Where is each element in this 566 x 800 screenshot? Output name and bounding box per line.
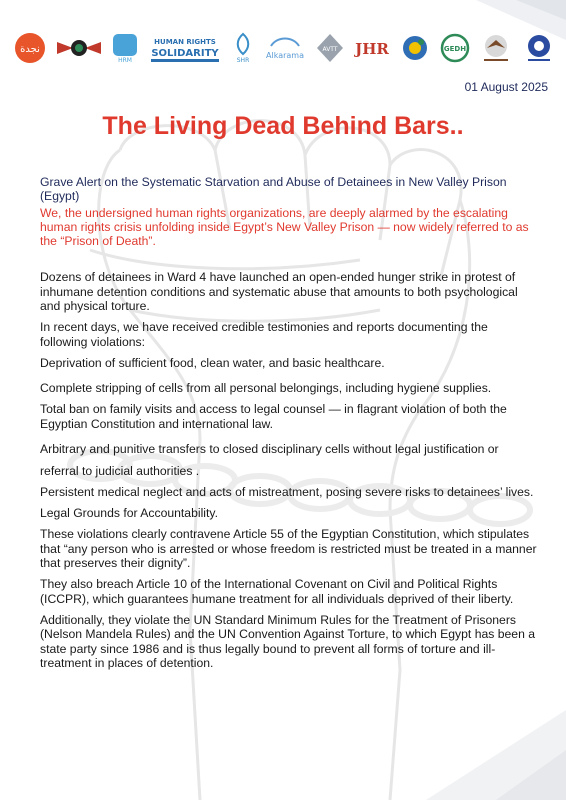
svg-text:GEDH: GEDH [444,45,467,53]
violation-transfers: Arbitrary and punitive transfers to closed disciplinary cells without legal justification or referral to judicial authorities . [40,441,499,478]
human-rights-solidarity-logo [147,32,223,64]
paragraph-testimonies: In recent days, we have received credible testimonies and reports documenting the following violations: [40,320,488,349]
alkarama-logo [263,32,307,64]
subtitle: Grave Alert on the Systematic Starvation and Abuse of Detainees in New Valley Prison (Egypt) [40,175,507,204]
paragraph-un-rules: Additionally, they violate the UN Standard Minimum Rules for the Treatment of Prisoners (Nelson Mandela Rules) and the UN Convention Against Torture, to which Egypt has been a state party since 1986 and is thus legally bound to prevent all forms of torture and ill-treatment in places of detention. [40,612,536,670]
violation-medical-neglect: Persistent medical neglect and acts of mistreatment, posing severe risks to detainees’ lives. [40,484,534,499]
legal-grounds-heading: Legal Grounds for Accountability. [40,506,218,521]
avtt-logo [315,32,345,64]
shr-logo [232,32,254,64]
paragraph-hunger-strike: Dozens of detainees in Ward 4 have launched an open-ended hunger strike in protest of inhumane detention conditions and systematic abuse that amounts to both psychological and physical torture. [40,270,518,314]
svg-text:SOLIDARITY: SOLIDARITY [151,48,219,59]
eagle-logo [55,32,103,64]
svg-text:AVTT: AVTT [322,46,338,53]
paragraph-iccpr: They also breach Article 10 of the International Covenant on Civil and Political Rights (ICCPR), which guarantees humane treatment for all individuals deprived of their liberty. [40,577,514,606]
network-logo [522,32,556,64]
eagle-circle-logo [479,32,513,64]
document-body [40,175,537,677]
paragraph-article-55: These violations clearly contravene Article 55 of the Egyptian Constitution, which stipulates that “any person who is arrested or whose freedom is restricted must be treated in a manner that preserves their dignity”. [40,527,537,571]
svg-text:نجدة: نجدة [20,44,40,55]
svg-text:Alkarama: Alkarama [265,51,304,60]
jhr-logo [354,32,390,64]
document-date: 01 August 2025 [464,80,548,94]
hrm-logo [112,32,138,64]
gedh-logo [440,32,470,64]
globe-org-logo [399,32,431,64]
partner-logos-row [14,28,556,68]
intro-statement: We, the undersigned human rights organizations, are deeply alarmed by the escalating human rights crisis unfolding inside Egypt’s New Valley Prison — now widely referred to as the “Prison of Death”. [40,205,529,249]
svg-text:HUMAN RIGHTS: HUMAN RIGHTS [153,38,216,46]
page-title: The Living Dead Behind Bars.. [102,112,464,140]
svg-text:SHR: SHR [236,57,249,64]
najda-logo [14,32,46,64]
violation-visits: Total ban on family visits and access to legal counsel — in flagrant violation of both the Egyptian Constitution and international law. [40,402,507,431]
violation-belongings: Complete stripping of cells from all personal belongings, including hygiene supplies. [40,381,492,396]
svg-text:HRM: HRM [117,57,132,64]
bottom-corner-decoration [386,690,566,800]
svg-text:JHR: JHR [355,40,390,58]
violation-food: Deprivation of sufficient food, clean water, and basic healthcare. [40,355,385,370]
